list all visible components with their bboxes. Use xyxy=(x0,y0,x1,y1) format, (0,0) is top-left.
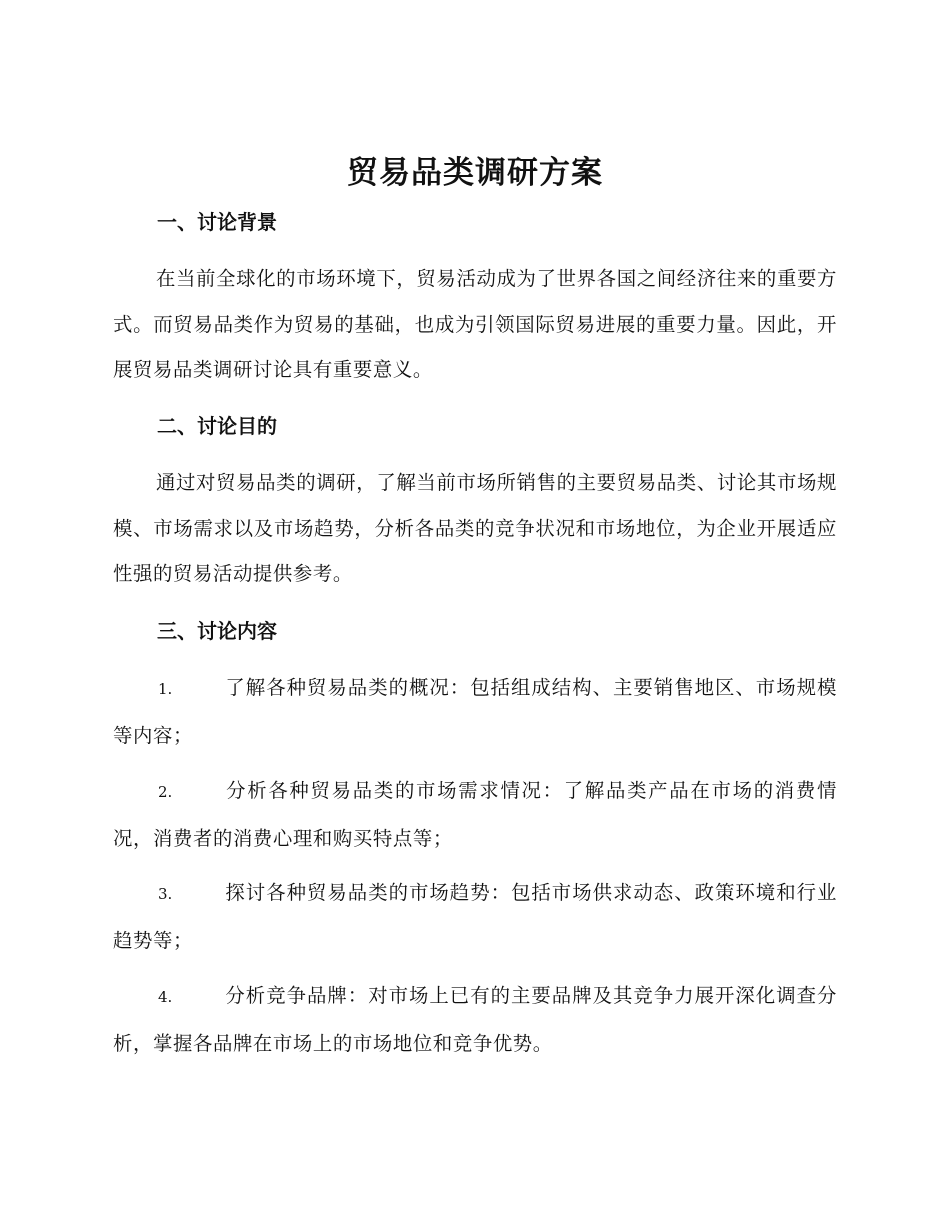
section-paragraph-purpose: 通过对贸易品类的调研，了解当前市场所销售的主要贸易品类、讨论其市场规模、市场需求以及市场趋势，分析各品类的竞争状况和市场地位，为企业开展适应性强的贸易活动提供参考。 xyxy=(113,471,837,585)
section-heading-content: 三、讨论内容 xyxy=(157,619,277,643)
list-item-number: 4. xyxy=(158,988,173,1006)
list-item-number: 1. xyxy=(158,680,173,698)
list-item-text: 了解各种贸易品类的概况：包括组成结构、主要销售地区、市场规模等内容； xyxy=(113,676,837,747)
list-item-text: 分析竞争品牌：对市场上已有的主要品牌及其竞争力展开深化调查分析，掌握各品牌在市场上的市场地位和竞争优势。 xyxy=(113,984,837,1055)
list-item-number: 3. xyxy=(158,885,173,903)
list-item-text: 探讨各种贸易品类的市场趋势：包括市场供求动态、政策环境和行业趋势等； xyxy=(113,881,837,952)
section-heading-purpose: 二、讨论目的 xyxy=(157,414,277,438)
list-item xyxy=(113,973,837,1066)
list-item-text: 分析各种贸易品类的市场需求情况：了解品类产品在市场的消费情况，消费者的消费心理和购买特点等； xyxy=(113,779,837,850)
section-heading-background: 一、讨论背景 xyxy=(157,210,277,234)
list-item xyxy=(113,768,837,861)
document-title: 贸易品类调研方案 xyxy=(347,155,603,191)
list-item xyxy=(113,870,837,963)
list-item-number: 2. xyxy=(158,783,173,801)
list-item xyxy=(113,665,837,758)
section-paragraph-background: 在当前全球化的市场环境下，贸易活动成为了世界各国之间经济往来的重要方式。而贸易品类作为贸易的基础，也成为引领国际贸易进展的重要力量。因此，开展贸易品类调研讨论具有重要意义。 xyxy=(113,267,837,381)
